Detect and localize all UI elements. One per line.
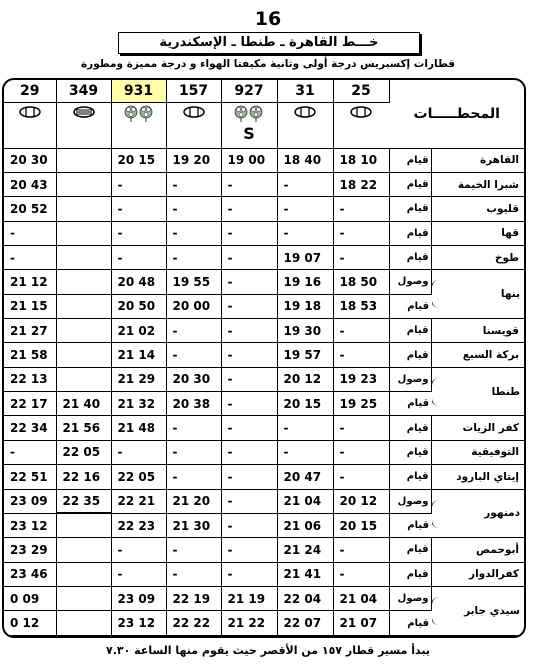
- stop-type-label: قيام: [406, 446, 429, 458]
- table-row: [4, 440, 524, 464]
- time-cell: 20 43: [4, 172, 56, 196]
- train-info-29: [4, 102, 56, 148]
- timetable-frame: [2, 78, 526, 638]
- station-name: [431, 440, 524, 464]
- footer-note: يبدأ مسير قطار ١٥٧ من الأقصر حيث يقوم منها الساعة ٧.٣٠: [106, 644, 430, 657]
- time-cell: 20 15: [333, 513, 389, 537]
- time-cell: 18 53: [333, 294, 389, 318]
- time-cell: -: [221, 440, 277, 464]
- stop-type-label: وصول: [397, 276, 429, 288]
- time-cell: 21 19: [221, 586, 277, 610]
- time-cell: -: [4, 440, 56, 464]
- time-cell: 20 15: [277, 392, 333, 416]
- time-cell: 22 13: [4, 367, 56, 391]
- time-cell: -: [221, 294, 277, 318]
- station-label: قها: [501, 227, 520, 240]
- station-name: [431, 465, 524, 489]
- station-label: دمنهور: [484, 507, 521, 520]
- station-label: قليوب: [486, 202, 520, 215]
- time-cell: -: [333, 465, 389, 489]
- table-row: [4, 221, 524, 245]
- time-cell: -: [277, 416, 333, 440]
- time-cell: 19 18: [277, 294, 333, 318]
- ac-coach-icon: [350, 105, 372, 119]
- time-cell: -: [221, 367, 277, 391]
- train-info-31: [277, 102, 333, 148]
- stop-type-label: قيام: [406, 568, 429, 580]
- time-cell: -: [111, 538, 166, 562]
- train-number-931: 931: [111, 80, 166, 102]
- time-cell: [56, 562, 111, 586]
- table-row: [4, 245, 524, 269]
- train-number-25: 25: [333, 80, 389, 102]
- time-cell: -: [4, 221, 56, 245]
- time-cell: 21 20: [166, 489, 221, 513]
- station-label: كفرالدوار: [469, 568, 520, 581]
- time-cell: 21 04: [333, 586, 389, 610]
- stop-type-label: وصول: [397, 593, 429, 605]
- station-name: [431, 562, 524, 586]
- stop-type: [389, 197, 431, 221]
- time-cell: 20 15: [111, 148, 166, 172]
- time-cell: -: [111, 440, 166, 464]
- time-cell: 20 47: [277, 465, 333, 489]
- station-label: التوفيقية: [471, 446, 520, 459]
- train-number-927: 927: [221, 80, 277, 102]
- time-cell: 19 23: [333, 367, 389, 391]
- time-cell: -: [111, 172, 166, 196]
- ac-coach-icon: [19, 105, 41, 119]
- time-cell: 19 25: [333, 392, 389, 416]
- time-cell: 23 46: [4, 562, 56, 586]
- time-cell: 22 17: [4, 392, 56, 416]
- stop-type-label: قيام: [406, 325, 429, 337]
- table-row: [4, 172, 524, 196]
- time-cell: [56, 586, 111, 610]
- table-row: [4, 465, 524, 489]
- brace-icon: [431, 378, 440, 406]
- time-cell: 0 09: [4, 586, 56, 610]
- train-note: S: [243, 123, 255, 143]
- time-cell: 23 12: [111, 611, 166, 635]
- time-cell: -: [111, 562, 166, 586]
- time-cell: 18 10: [333, 148, 389, 172]
- time-cell: 23 12: [4, 513, 56, 537]
- time-cell: -: [333, 562, 389, 586]
- stop-type: [389, 562, 431, 586]
- time-cell: -: [221, 343, 277, 367]
- stop-type: [389, 489, 431, 513]
- station-label: سيدي جابر: [464, 604, 521, 617]
- stop-type: [389, 270, 431, 294]
- table-row: [4, 343, 524, 367]
- table-row: [4, 319, 524, 343]
- time-cell: -: [111, 221, 166, 245]
- time-cell: -: [166, 197, 221, 221]
- table-row: [4, 586, 524, 610]
- train-info-927: [221, 102, 277, 148]
- stop-type: [389, 172, 431, 196]
- stop-type-label: قيام: [406, 203, 429, 215]
- time-cell: 20 12: [277, 367, 333, 391]
- time-cell: [56, 197, 111, 221]
- station-label: القاهرة: [479, 154, 520, 167]
- time-cell: [56, 513, 111, 537]
- table-row: [4, 538, 524, 562]
- time-cell: -: [333, 245, 389, 269]
- time-cell: 20 00: [166, 294, 221, 318]
- time-cell: -: [166, 221, 221, 245]
- brace-icon: [431, 280, 440, 308]
- time-cell: 21 15: [4, 294, 56, 318]
- time-cell: -: [221, 392, 277, 416]
- time-cell: 20 30: [4, 148, 56, 172]
- time-cell: 20 12: [333, 489, 389, 513]
- station-label: بركة السبع: [462, 349, 520, 362]
- time-cell: -: [4, 245, 56, 269]
- time-cell: 23 09: [111, 586, 166, 610]
- time-cell: 18 22: [333, 172, 389, 196]
- table-row: [4, 197, 524, 221]
- time-cell: 22 19: [166, 586, 221, 610]
- stations-header-label: المحطـــــات: [413, 105, 500, 122]
- ac-coach-icon: [294, 105, 316, 119]
- station-name: [431, 489, 524, 538]
- time-cell: 22 51: [4, 465, 56, 489]
- table-row: [4, 270, 524, 294]
- station-name: [431, 172, 524, 196]
- time-cell: 21 06: [277, 513, 333, 537]
- stop-type-label: قيام: [406, 544, 429, 556]
- time-cell: [56, 221, 111, 245]
- stop-type: [389, 392, 431, 416]
- time-cell: 22 34: [4, 416, 56, 440]
- train-info-25: [333, 102, 389, 148]
- time-cell: -: [277, 197, 333, 221]
- stop-type: [389, 440, 431, 464]
- station-name: [431, 416, 524, 440]
- stations-header: [389, 80, 524, 148]
- time-cell: -: [333, 319, 389, 343]
- station-name: [431, 245, 524, 269]
- stop-type-label: وصول: [397, 495, 429, 507]
- time-cell: 20 48: [111, 270, 166, 294]
- time-cell: -: [221, 319, 277, 343]
- station-name: [431, 538, 524, 562]
- stop-type: [389, 343, 431, 367]
- train-info-931: [111, 102, 166, 148]
- time-cell: -: [166, 416, 221, 440]
- time-cell: -: [166, 562, 221, 586]
- time-cell: 21 12: [4, 270, 56, 294]
- time-cell: -: [166, 465, 221, 489]
- time-cell: 21 22: [221, 611, 277, 635]
- table-row: [4, 562, 524, 586]
- station-name: [431, 221, 524, 245]
- timetable: [4, 80, 524, 638]
- time-cell: 22 07: [277, 611, 333, 635]
- brace-icon: [431, 597, 440, 625]
- stop-type: [389, 611, 431, 635]
- time-cell: 22 35: [56, 489, 111, 513]
- station-name: [431, 270, 524, 319]
- time-cell: 19 57: [277, 343, 333, 367]
- time-cell: 21 04: [277, 489, 333, 513]
- train-number-29: 29: [4, 80, 56, 102]
- time-cell: 21 41: [277, 562, 333, 586]
- stop-type: [389, 319, 431, 343]
- stop-type: [389, 538, 431, 562]
- time-cell: -: [333, 416, 389, 440]
- time-cell: [56, 635, 111, 638]
- station-label: طوخ: [494, 251, 520, 264]
- station-label: كفر الزيات: [462, 422, 520, 435]
- time-cell: 19 07: [277, 245, 333, 269]
- stop-type-label: قيام: [407, 617, 429, 629]
- time-cell: -: [221, 197, 277, 221]
- station-name: [431, 635, 524, 638]
- time-cell: 19 55: [166, 270, 221, 294]
- time-cell: 22 16: [56, 465, 111, 489]
- time-cell: -: [221, 513, 277, 537]
- stop-type: [389, 221, 431, 245]
- time-cell: [56, 611, 111, 635]
- stop-type: [389, 465, 431, 489]
- time-cell: 21 40: [56, 392, 111, 416]
- ac-fan-icon: [234, 106, 264, 120]
- time-cell: -: [166, 538, 221, 562]
- table-row: [4, 489, 524, 513]
- time-cell: 20 50: [111, 294, 166, 318]
- stop-type-label: وصول: [397, 373, 429, 385]
- stop-type-label: قيام: [406, 154, 429, 166]
- stop-type-label: قيام: [407, 300, 429, 312]
- time-cell: [56, 148, 111, 172]
- time-cell: 21 07: [333, 611, 389, 635]
- time-cell: 22 04: [277, 586, 333, 610]
- time-cell: -: [221, 489, 277, 513]
- time-cell: [111, 635, 166, 638]
- time-cell: [56, 270, 111, 294]
- time-cell: -: [221, 562, 277, 586]
- time-cell: 19 30: [277, 319, 333, 343]
- stop-type-label: قيام: [406, 252, 429, 264]
- sleeper-coach-icon: [73, 105, 95, 119]
- time-cell: 23 09: [4, 489, 56, 513]
- stop-type: [389, 416, 431, 440]
- stop-type-label: قيام: [406, 227, 429, 239]
- time-cell: 22 22: [166, 611, 221, 635]
- time-cell: [221, 635, 277, 638]
- time-cell: 21 32: [111, 392, 166, 416]
- time-cell: 23 29: [4, 538, 56, 562]
- time-cell: [56, 172, 111, 196]
- time-cell: 20 52: [4, 197, 56, 221]
- station-name: [431, 197, 524, 221]
- train-info-157: [166, 102, 221, 148]
- stop-type-label: قيام: [406, 422, 429, 434]
- station-name: [431, 319, 524, 343]
- time-cell: -: [166, 319, 221, 343]
- stop-type-label: قيام: [406, 349, 429, 361]
- time-cell: 21 58: [4, 343, 56, 367]
- stop-type: [389, 513, 431, 537]
- time-cell: 19 00: [221, 148, 277, 172]
- station-label: طنطا: [491, 385, 521, 398]
- time-cell: -: [166, 245, 221, 269]
- train-number-349: 349: [56, 80, 111, 102]
- time-cell: -: [221, 245, 277, 269]
- time-cell: -: [166, 172, 221, 196]
- time-cell: [277, 635, 333, 638]
- time-cell: -: [333, 440, 389, 464]
- time-cell: 21 48: [111, 416, 166, 440]
- stop-type: [389, 586, 431, 610]
- stop-type-label: قيام: [407, 398, 429, 410]
- time-cell: [4, 635, 56, 638]
- time-cell: -: [221, 221, 277, 245]
- time-cell: [56, 367, 111, 391]
- time-cell: 20 38: [166, 392, 221, 416]
- time-cell: -: [221, 172, 277, 196]
- time-cell: 22 23: [111, 513, 166, 537]
- time-cell: -: [166, 440, 221, 464]
- time-cell: [56, 319, 111, 343]
- time-cell: 21 14: [111, 343, 166, 367]
- stop-type: [389, 294, 431, 318]
- time-cell: -: [333, 221, 389, 245]
- stop-type-label: قيام: [407, 520, 429, 532]
- time-cell: 22 05: [111, 465, 166, 489]
- time-cell: -: [333, 343, 389, 367]
- table-row: [4, 367, 524, 391]
- station-label: أبوحمص: [475, 543, 520, 556]
- time-cell: [166, 635, 221, 638]
- stop-type-label: قيام: [406, 471, 429, 483]
- time-cell: 21 02: [111, 319, 166, 343]
- train-number-157: 157: [166, 80, 221, 102]
- line-title: خـــط القاهرة ـ طنطا ـ الإسكندرية: [118, 32, 420, 54]
- time-cell: -: [111, 197, 166, 221]
- time-cell: 19 16: [277, 270, 333, 294]
- time-cell: [333, 635, 389, 638]
- subtitle: قطارات إكسبريس درجة أولى وثانية مكيفتا الهواء و درجة مميزة ومطورة: [80, 58, 456, 70]
- time-cell: 18 40: [277, 148, 333, 172]
- ac-coach-icon: [183, 105, 205, 119]
- station-name: [431, 586, 524, 635]
- time-cell: 21 30: [166, 513, 221, 537]
- station-label: قويسنا: [482, 324, 520, 337]
- stop-type: [389, 245, 431, 269]
- time-cell: -: [277, 440, 333, 464]
- table-row: [4, 635, 524, 638]
- time-cell: [56, 538, 111, 562]
- station-label: إيتاي البارود: [456, 470, 520, 483]
- time-cell: 21 27: [4, 319, 56, 343]
- time-cell: -: [166, 343, 221, 367]
- time-cell: -: [221, 270, 277, 294]
- train-number-31: 31: [277, 80, 333, 102]
- station-name: [431, 343, 524, 367]
- time-cell: 20 30: [166, 367, 221, 391]
- table-row: [4, 416, 524, 440]
- time-cell: -: [221, 416, 277, 440]
- page-number: 16: [254, 8, 282, 30]
- table-row: [4, 148, 524, 172]
- stop-type-label: قيام: [406, 179, 429, 191]
- brace-icon: [431, 500, 440, 528]
- time-cell: 22 21: [111, 489, 166, 513]
- time-cell: 19 20: [166, 148, 221, 172]
- station-name: [431, 148, 524, 172]
- time-cell: 21 24: [277, 538, 333, 562]
- time-cell: 18 50: [333, 270, 389, 294]
- station-name: [431, 367, 524, 416]
- time-cell: [56, 343, 111, 367]
- station-label: بنها: [500, 288, 521, 301]
- time-cell: 0 12: [4, 611, 56, 635]
- time-cell: -: [333, 197, 389, 221]
- time-cell: -: [277, 172, 333, 196]
- time-cell: [56, 245, 111, 269]
- time-cell: -: [111, 245, 166, 269]
- ac-fan-icon: [124, 106, 154, 120]
- stop-type: [389, 367, 431, 391]
- time-cell: [56, 294, 111, 318]
- time-cell: -: [221, 538, 277, 562]
- time-cell: -: [277, 221, 333, 245]
- time-cell: 22 05: [56, 440, 111, 464]
- time-cell: -: [333, 538, 389, 562]
- stop-type: [389, 635, 431, 638]
- time-cell: 21 56: [56, 416, 111, 440]
- time-cell: -: [221, 465, 277, 489]
- station-label: شبرا الخيمة: [457, 178, 520, 191]
- stop-type: [389, 148, 431, 172]
- time-cell: 21 29: [111, 367, 166, 391]
- train-info-349: [56, 102, 111, 148]
